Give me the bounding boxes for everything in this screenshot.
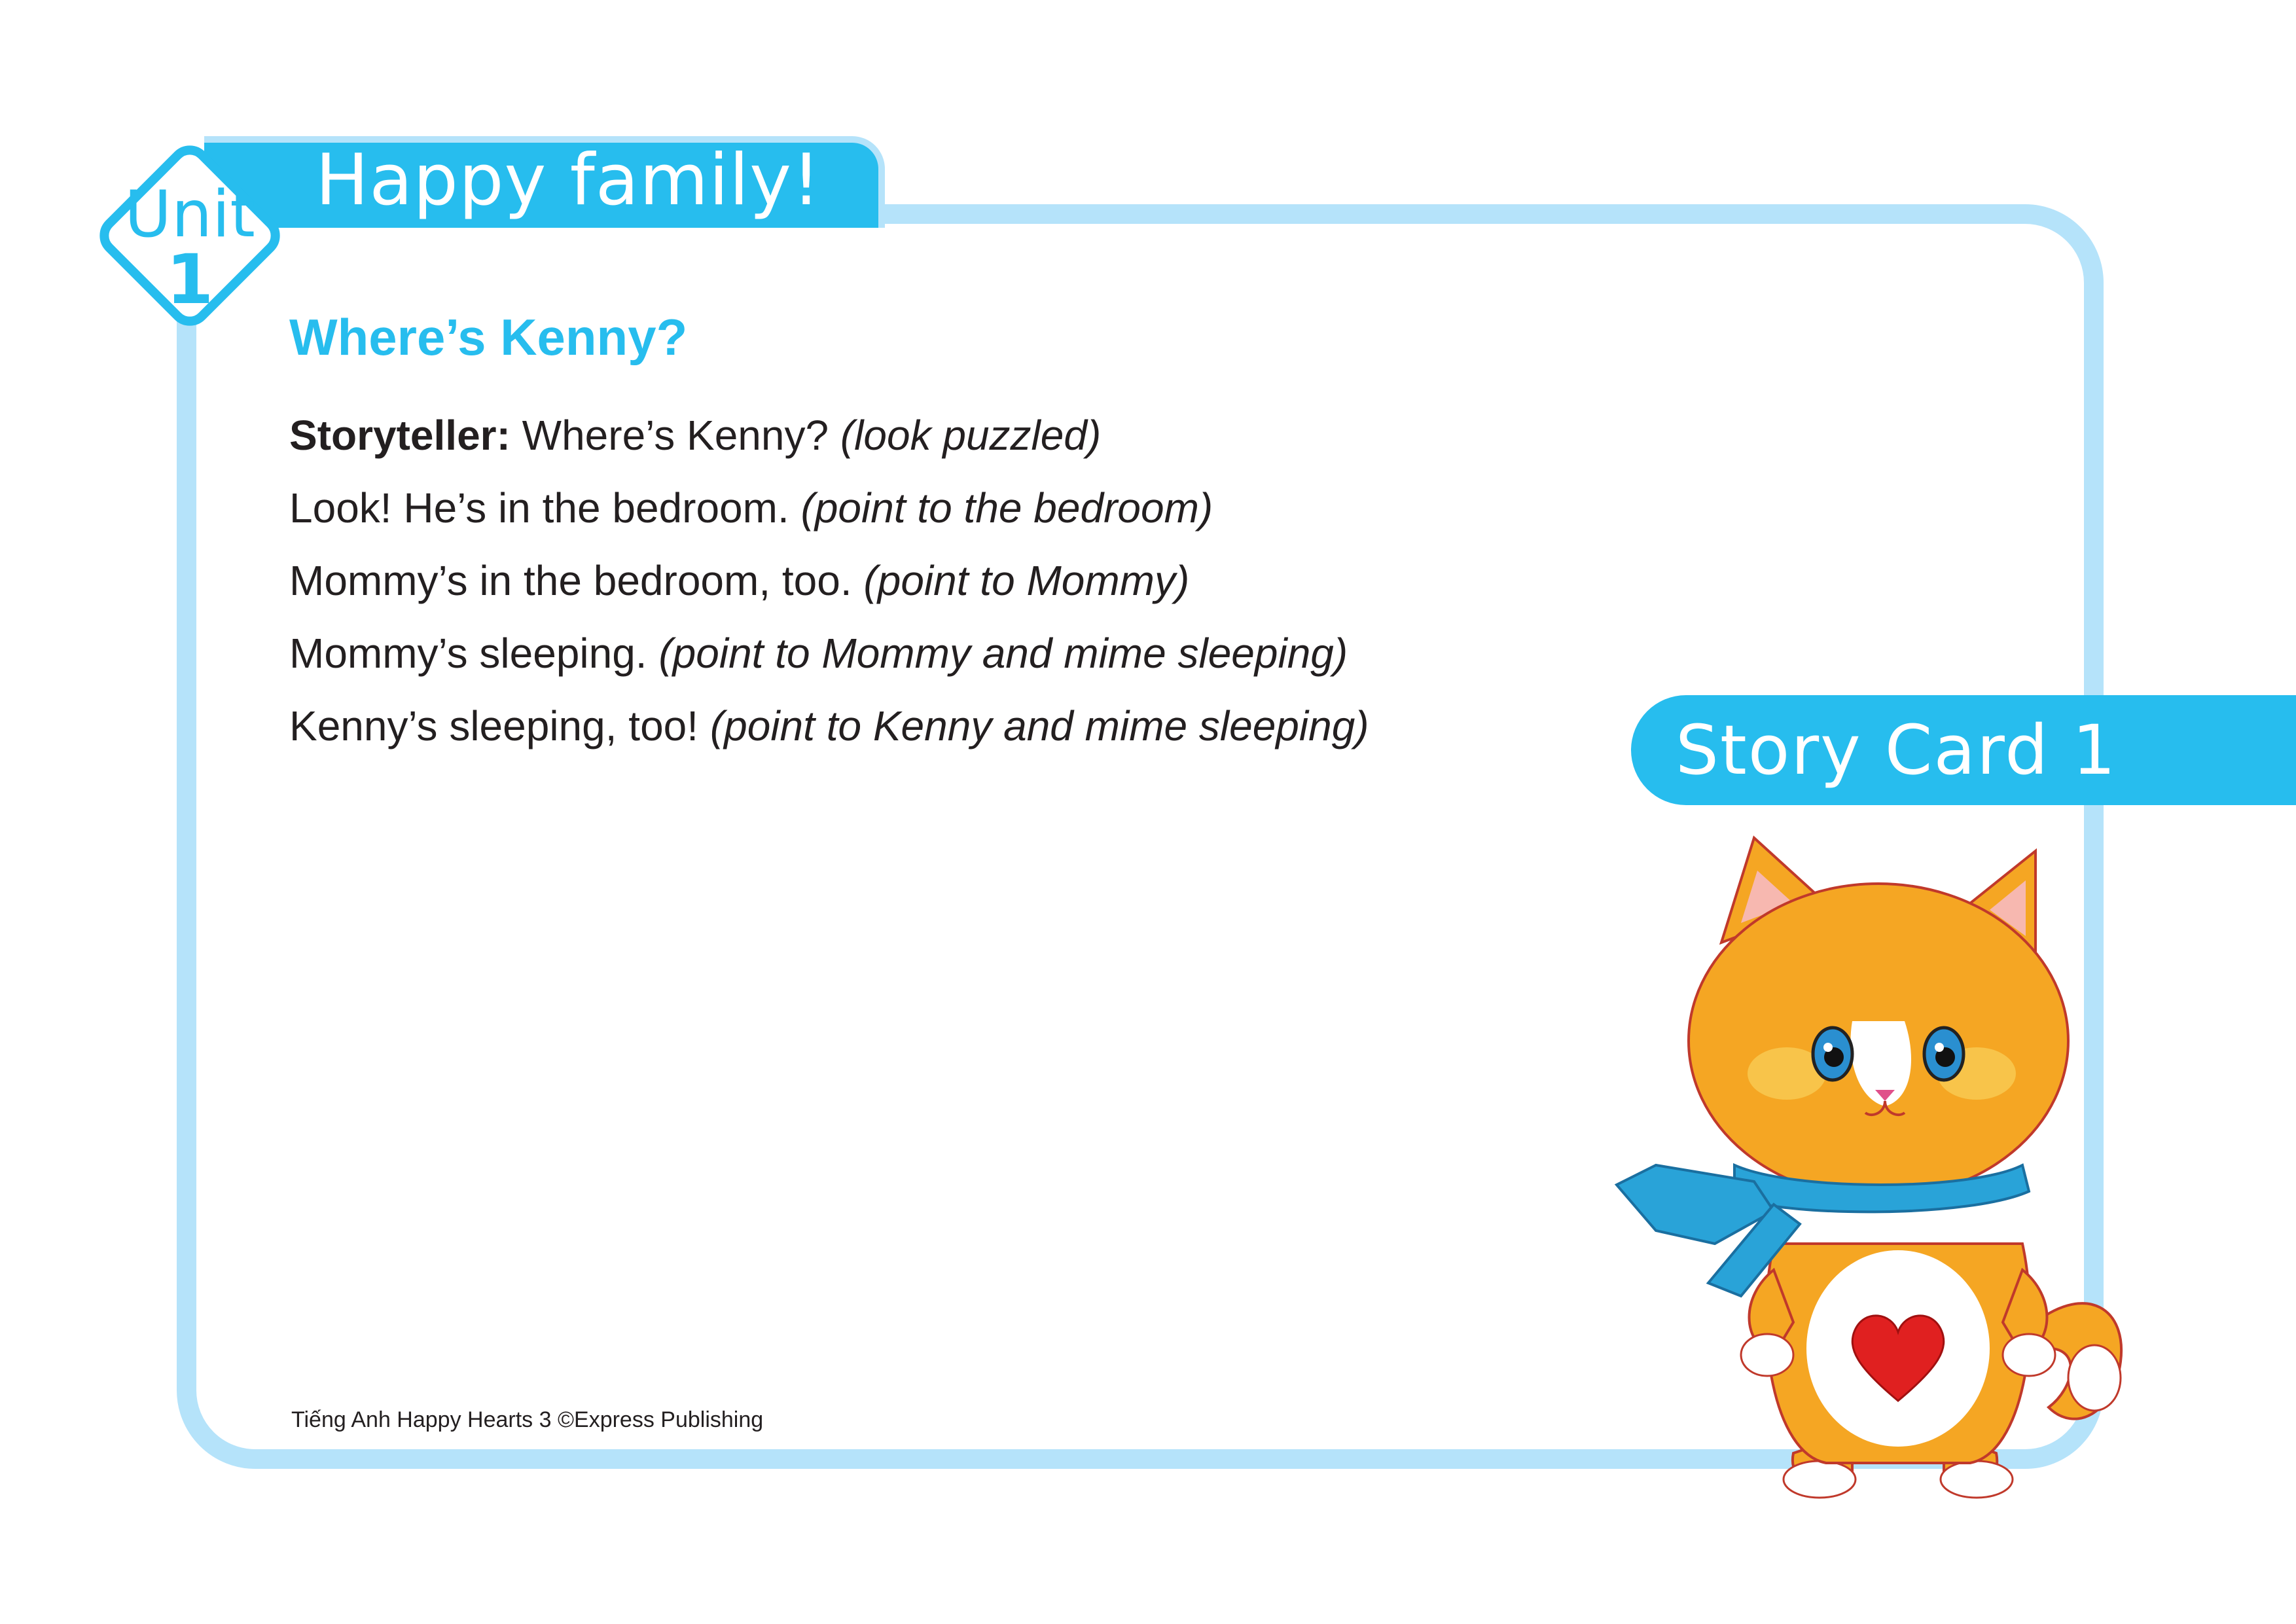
story-card-label: Story Card 1: [1676, 710, 2117, 790]
stage-direction: (point to Mommy): [863, 557, 1190, 604]
story-line: [289, 406, 1369, 478]
story-line: [289, 696, 1369, 769]
stage-direction: (point to Mommy and mime sleeping): [658, 630, 1348, 677]
stage-direction: (look puzzled): [840, 412, 1102, 459]
story-title: Where’s Kenny?: [289, 308, 688, 366]
line-text: Mommy’s in the bedroom, too.: [289, 557, 864, 604]
stage-direction: (point to Kenny and mime sleeping): [709, 702, 1369, 749]
story-line: [289, 478, 1369, 551]
kenny-cat-icon: [1577, 825, 2153, 1506]
copyright-footer: Tiếng Anh Happy Hearts 3 ©Express Publishing: [291, 1407, 764, 1432]
unit-label: Unit: [124, 177, 255, 252]
unit-number: 1: [166, 240, 214, 319]
line-text: Look! He’s in the bedroom.: [289, 484, 801, 532]
line-text: Where’s Kenny?: [510, 412, 840, 459]
stage-direction: (point to the bedroom): [800, 484, 1213, 532]
unit-title: Happy family!: [315, 139, 821, 221]
line-text: Mommy’s sleeping.: [289, 630, 659, 677]
story-lines: [289, 406, 1369, 769]
speaker-label: Storyteller:: [289, 412, 511, 459]
story-line: [289, 624, 1369, 696]
story-line: [289, 551, 1369, 624]
line-text: Kenny’s sleeping, too!: [289, 702, 710, 749]
